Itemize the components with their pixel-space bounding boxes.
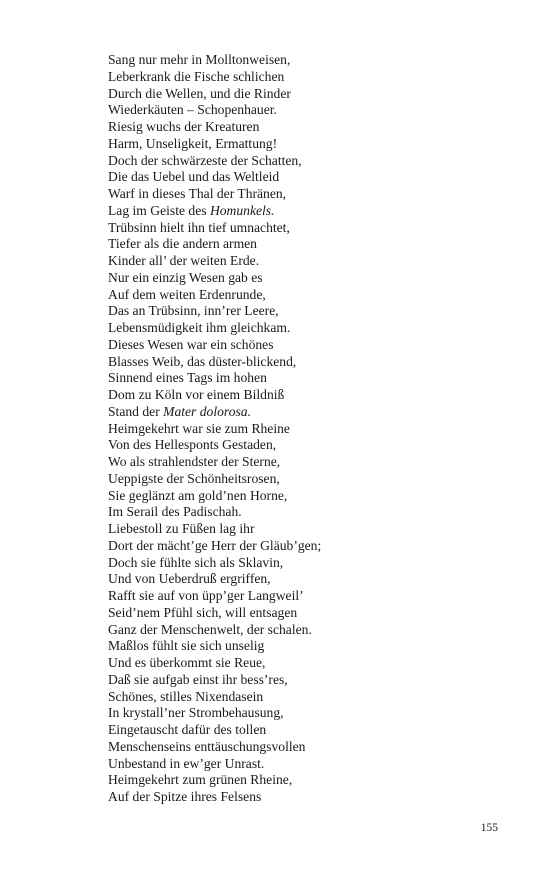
verse-line xyxy=(108,588,508,605)
verse-text: Heimgekehrt war sie zum Rheine xyxy=(108,420,290,436)
verse-line xyxy=(108,253,508,270)
verse-line xyxy=(108,404,508,421)
verse-line xyxy=(108,69,508,86)
verse-line xyxy=(108,555,508,572)
verse-line xyxy=(108,203,508,220)
verse-line xyxy=(108,370,508,387)
verse-line xyxy=(108,86,508,103)
verse-text: Unbestand in ew’ger Unrast. xyxy=(108,755,265,771)
verse-text: Wiederkäuten – Schopenhauer. xyxy=(108,102,277,118)
verse-text: Und es überkommt sie Reue, xyxy=(108,655,266,670)
verse-line xyxy=(108,437,508,454)
verse-line xyxy=(108,705,508,722)
italic-text: Homunkels. xyxy=(209,202,275,218)
verse-line xyxy=(108,521,508,538)
verse-text: Ueppigste der Schönheitsrosen, xyxy=(108,470,280,486)
verse-text: Heimgekehrt zum grünen Rheine, xyxy=(108,772,293,788)
verse-text: Von des Hellesponts Gestaden, xyxy=(108,437,277,453)
verse-text: Lebensmüdigkeit ihm gleichkam. xyxy=(108,320,291,335)
verse-line xyxy=(108,605,508,622)
verse-line xyxy=(108,337,508,354)
verse-line xyxy=(108,169,508,186)
verse-line xyxy=(108,538,508,555)
verse-text: Dom zu Köln vor einem Bildniß xyxy=(108,387,285,402)
verse-line xyxy=(108,236,508,253)
verse-text: Daß sie aufgab einst ihr bess’res, xyxy=(108,671,288,687)
verse-line xyxy=(108,220,508,237)
verse-text: Ganz der Menschenwelt, der schalen. xyxy=(108,621,312,637)
verse-text: Sang nur mehr in Molltonweisen, xyxy=(108,52,291,67)
verse-line xyxy=(108,270,508,287)
verse-line xyxy=(108,119,508,136)
verse-text: Kinder all’ der weiten Erde. xyxy=(108,253,260,268)
verse-line xyxy=(108,153,508,170)
verse-text: Eingetauscht dafür des tollen xyxy=(108,722,267,737)
verse-text: Seid’nem Pfühl sich, will entsagen xyxy=(108,604,298,620)
verse-text: Liebestoll zu Füßen lag ihr xyxy=(108,521,255,536)
verse-line xyxy=(108,387,508,404)
verse-line xyxy=(108,672,508,689)
verse-line xyxy=(108,454,508,471)
verse-text: Auf der Spitze ihres Felsens xyxy=(108,789,262,804)
verse-line xyxy=(108,354,508,371)
verse-line xyxy=(108,772,508,789)
verse-line xyxy=(108,756,508,773)
verse-text: Sinnend eines Tags im hohen xyxy=(108,370,267,386)
verse-line xyxy=(108,789,508,806)
verse-text: Harm, Unseligkeit, Ermattung! xyxy=(108,135,278,151)
verse-text: Schönes, stilles Nixendasein xyxy=(108,688,264,704)
verse-text: Menschenseins enttäuschungsvollen xyxy=(108,738,306,754)
verse-line xyxy=(108,739,508,756)
verse-text: Trübsinn hielt ihn tief umnachtet, xyxy=(108,219,290,235)
verse-text: Wo als strahlendster der Sterne, xyxy=(108,454,281,469)
verse-text: Maßlos fühlt sie sich unselig xyxy=(108,638,265,654)
verse-line xyxy=(108,186,508,203)
verse-text: Rafft sie auf von üpp’ger Langweil’ xyxy=(108,588,304,603)
poem-text xyxy=(108,52,508,806)
verse-text: Und von Ueberdruß ergriffen, xyxy=(108,571,271,587)
verse-line xyxy=(108,571,508,588)
verse-line xyxy=(108,320,508,337)
verse-text: Die das Uebel und das Weltleid xyxy=(108,169,280,185)
verse-line xyxy=(108,421,508,438)
verse-text: Doch der schwärzeste der Schatten, xyxy=(108,152,302,168)
verse-text: Leberkrank die Fische schlichen xyxy=(108,68,285,84)
verse-text: Stand der xyxy=(108,403,164,419)
verse-line xyxy=(108,52,508,69)
verse-text: Das an Trübsinn, inn’rer Leere, xyxy=(108,303,279,319)
verse-line xyxy=(108,504,508,521)
verse-text: Durch die Wellen, und die Rinder xyxy=(108,85,291,101)
verse-line xyxy=(108,471,508,488)
italic-text: Mater dolorosa. xyxy=(163,403,251,419)
verse-line xyxy=(108,136,508,153)
verse-text: Tiefer als die andern armen xyxy=(108,236,257,252)
verse-text: Im Serail des Padischah. xyxy=(108,504,242,520)
verse-line xyxy=(108,622,508,639)
page-number: 155 xyxy=(480,822,498,834)
verse-line xyxy=(108,722,508,739)
verse-text: In krystall’ner Strombehausung, xyxy=(108,705,284,721)
verse-text: Riesig wuchs der Kreaturen xyxy=(108,119,260,134)
verse-text: Auf dem weiten Erdenrunde, xyxy=(108,286,266,302)
verse-text: Lag im Geiste des xyxy=(108,202,210,218)
verse-line xyxy=(108,303,508,320)
verse-text: Doch sie fühlte sich als Sklavin, xyxy=(108,554,284,570)
verse-line xyxy=(108,655,508,672)
verse-text: Nur ein einzig Wesen gab es xyxy=(108,269,263,285)
verse-line xyxy=(108,638,508,655)
verse-text: Warf in dieses Thal der Thränen, xyxy=(108,186,287,201)
verse-line xyxy=(108,287,508,304)
verse-line xyxy=(108,689,508,706)
verse-line xyxy=(108,488,508,505)
verse-text: Blasses Weib, das düster-blickend, xyxy=(108,353,297,369)
verse-text: Dieses Wesen war ein schönes xyxy=(108,336,274,352)
verse-line xyxy=(108,102,508,119)
verse-text: Sie geglänzt am gold’nen Horne, xyxy=(108,487,288,503)
verse-text: Dort der mächt’ge Herr der Gläub’gen; xyxy=(108,537,322,553)
